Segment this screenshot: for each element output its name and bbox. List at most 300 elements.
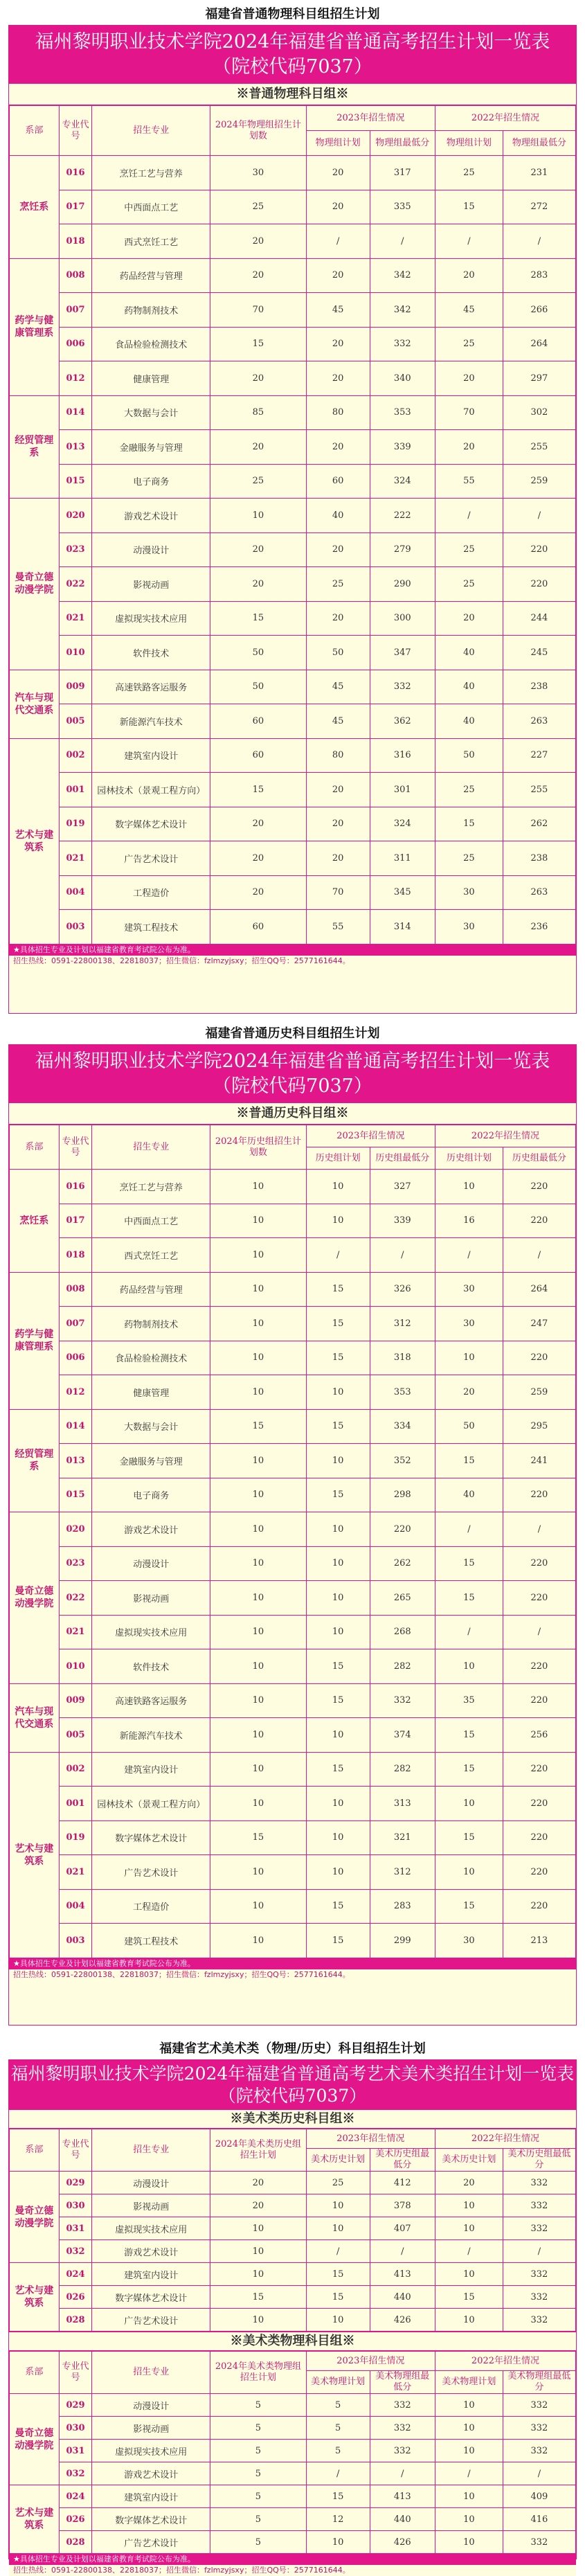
value-cell: 10 — [210, 1924, 307, 1958]
value-cell: 283 — [503, 258, 575, 293]
code-cell: 008 — [59, 1272, 92, 1307]
major-cell: 虚拟现实技术应用 — [92, 1615, 210, 1649]
table-row — [10, 704, 576, 739]
major-cell: 新能源汽车技术 — [92, 1718, 210, 1753]
value-cell: 332 — [503, 2217, 575, 2240]
value-cell: 25 — [435, 327, 503, 361]
value-cell: 426 — [370, 2531, 435, 2554]
table-row — [10, 1444, 576, 1478]
table-row — [10, 1272, 576, 1307]
value-cell: 10 — [306, 1787, 370, 1821]
code-cell: 013 — [59, 1444, 92, 1478]
value-cell: 213 — [503, 1924, 575, 1958]
code-cell: 002 — [59, 738, 92, 773]
table-row — [10, 1238, 576, 1273]
value-cell: 272 — [503, 190, 575, 224]
value-cell: 10 — [435, 2194, 503, 2217]
value-cell: / — [435, 1615, 503, 1649]
value-cell: 339 — [370, 1204, 435, 1238]
table-row — [10, 1718, 576, 1753]
value-cell: 25 — [435, 533, 503, 567]
value-cell: 10 — [435, 1649, 503, 1684]
table-row — [10, 1409, 576, 1444]
table-row — [10, 2508, 576, 2531]
value-cell: 10 — [306, 1855, 370, 1890]
value-cell: 262 — [503, 807, 575, 841]
value-cell: 332 — [370, 1683, 435, 1718]
major-cell: 大数据与会计 — [92, 395, 210, 430]
value-cell: 342 — [370, 293, 435, 328]
value-cell: 332 — [370, 2440, 435, 2462]
value-cell: 20 — [210, 258, 307, 293]
table-header-cell: 历史组最低分 — [503, 1147, 575, 1170]
table-header-cell: 物理组最低分 — [503, 131, 575, 156]
major-cell: 食品检验检测技术 — [92, 327, 210, 361]
value-cell: 30 — [435, 1272, 503, 1307]
value-cell: 10 — [435, 2485, 503, 2508]
value-cell: 220 — [503, 1546, 575, 1581]
table-header-cell: 美术物理计划 — [435, 2371, 503, 2394]
value-cell: 301 — [370, 773, 435, 807]
value-cell: 345 — [370, 875, 435, 910]
history-plan-table — [8, 1044, 577, 2025]
code-cell: 006 — [59, 327, 92, 361]
subgroup-title: ※美术类物理科目组※ — [9, 2332, 576, 2351]
table-row — [10, 2309, 576, 2332]
value-cell: 374 — [370, 1718, 435, 1753]
table-row — [10, 807, 576, 841]
major-cell: 广告艺术设计 — [92, 1855, 210, 1890]
table-row — [10, 2263, 576, 2286]
code-cell: 005 — [59, 1718, 92, 1753]
major-cell: 游戏艺术设计 — [92, 499, 210, 533]
code-cell: 017 — [59, 190, 92, 224]
code-cell: 017 — [59, 1204, 92, 1238]
value-cell: 10 — [210, 1170, 307, 1204]
value-cell: 266 — [503, 293, 575, 328]
value-cell: 302 — [503, 395, 575, 430]
value-cell: 332 — [503, 2440, 575, 2462]
value-cell: 312 — [370, 1307, 435, 1341]
major-cell: 数字媒体艺术设计 — [92, 2508, 210, 2531]
value-cell: 334 — [370, 1409, 435, 1444]
value-cell: / — [370, 1238, 435, 1273]
code-cell: 015 — [59, 464, 92, 499]
value-cell: 10 — [210, 1649, 307, 1684]
value-cell: 409 — [503, 2485, 575, 2508]
major-cell: 新能源汽车技术 — [92, 704, 210, 739]
value-cell: 15 — [435, 807, 503, 841]
value-cell: / — [503, 1615, 575, 1649]
value-cell: 15 — [435, 1444, 503, 1478]
value-cell: 15 — [306, 2263, 370, 2286]
value-cell: 440 — [370, 2286, 435, 2309]
table-row — [10, 2286, 576, 2309]
code-cell: 001 — [59, 773, 92, 807]
table-note: ★具体招生专业及计划以福建省教育考试院公布为准。 — [9, 2554, 576, 2565]
table-row — [10, 636, 576, 670]
table-row — [10, 1787, 576, 1821]
value-cell: 10 — [306, 2531, 370, 2554]
value-cell: 20 — [210, 224, 307, 259]
code-cell: 026 — [59, 2286, 92, 2309]
code-cell: 004 — [59, 875, 92, 910]
table-row — [10, 2462, 576, 2485]
table-row — [10, 1204, 576, 1238]
value-cell: 10 — [210, 2309, 307, 2332]
value-cell: 10 — [210, 1272, 307, 1307]
value-cell: 50 — [210, 670, 307, 704]
value-cell: / — [370, 224, 435, 259]
value-cell: 413 — [370, 2263, 435, 2286]
value-cell: 362 — [370, 704, 435, 739]
code-cell: 007 — [59, 293, 92, 328]
value-cell: 50 — [210, 636, 307, 670]
table-header-cell: 招生专业 — [92, 2352, 210, 2394]
value-cell: 10 — [210, 1512, 307, 1547]
value-cell: 10 — [210, 1341, 307, 1375]
major-cell: 影视动画 — [92, 567, 210, 602]
table-header-cell: 2023年招生情况 — [306, 106, 435, 131]
value-cell: 15 — [435, 1718, 503, 1753]
value-cell: 45 — [306, 293, 370, 328]
code-cell: 014 — [59, 395, 92, 430]
code-cell: 030 — [59, 2194, 92, 2217]
value-cell: 15 — [210, 1821, 307, 1855]
value-cell: 20 — [210, 361, 307, 396]
table-row — [10, 2217, 576, 2240]
value-cell: 353 — [370, 1375, 435, 1410]
value-cell: 15 — [306, 2485, 370, 2508]
table-header-cell: 物理组计划 — [306, 131, 370, 156]
code-cell: 019 — [59, 1821, 92, 1855]
major-cell: 大数据与会计 — [92, 1409, 210, 1444]
value-cell: 332 — [503, 2531, 575, 2554]
value-cell: 15 — [210, 601, 307, 636]
value-cell: 282 — [370, 1649, 435, 1684]
value-cell: 15 — [306, 1272, 370, 1307]
value-cell: 10 — [306, 1375, 370, 1410]
value-cell: 247 — [503, 1307, 575, 1341]
major-cell: 园林技术（景观工程方向） — [92, 1787, 210, 1821]
value-cell: 231 — [503, 156, 575, 190]
code-cell: 014 — [59, 1409, 92, 1444]
major-cell: 建筑室内设计 — [92, 2485, 210, 2508]
table-header-cell: 2024年物理组招生计划数 — [210, 106, 307, 156]
value-cell: 5 — [306, 2417, 370, 2440]
table-header-cell: 2024年美术类历史组招生计划 — [210, 2129, 307, 2172]
table-row — [10, 430, 576, 465]
value-cell: 10 — [306, 2309, 370, 2332]
value-cell: 15 — [435, 190, 503, 224]
major-cell: 影视动画 — [92, 2194, 210, 2217]
section-1-heading: 福建省普通物理科目组招生计划 — [205, 7, 380, 21]
value-cell: 15 — [306, 1478, 370, 1512]
value-cell: 5 — [210, 2417, 307, 2440]
code-cell: 029 — [59, 2172, 92, 2194]
value-cell: 324 — [370, 464, 435, 499]
value-cell: 10 — [306, 1512, 370, 1547]
table-header-cell: 2023年招生情况 — [306, 2352, 435, 2371]
table-header-cell: 美术历史组最低分 — [503, 2149, 575, 2172]
value-cell: 45 — [306, 704, 370, 739]
value-cell: / — [503, 499, 575, 533]
table-row — [10, 293, 576, 328]
table-row — [10, 2394, 576, 2417]
value-cell: 262 — [370, 1546, 435, 1581]
major-cell: 影视动画 — [92, 1581, 210, 1616]
value-cell: 20 — [306, 327, 370, 361]
value-cell: 283 — [370, 1889, 435, 1924]
major-cell: 游戏艺术设计 — [92, 1512, 210, 1547]
value-cell: 10 — [210, 1787, 307, 1821]
code-cell: 029 — [59, 2394, 92, 2417]
value-cell: 10 — [435, 2531, 503, 2554]
value-cell: 318 — [370, 1341, 435, 1375]
table-header-cell: 招生专业 — [92, 2129, 210, 2172]
value-cell: 10 — [435, 1341, 503, 1375]
value-cell: 10 — [210, 499, 307, 533]
table-row — [10, 327, 576, 361]
value-cell: 15 — [210, 327, 307, 361]
major-cell: 园林技术（景观工程方向） — [92, 773, 210, 807]
value-cell: 20 — [435, 2172, 503, 2194]
plan-table — [9, 2129, 576, 2332]
code-cell: 032 — [59, 2462, 92, 2485]
plan-table — [9, 105, 576, 945]
value-cell: 5 — [306, 2394, 370, 2417]
table-header-cell: 物理组计划 — [435, 131, 503, 156]
code-cell: 009 — [59, 1683, 92, 1718]
major-cell: 烹饪工艺与营养 — [92, 1170, 210, 1204]
table-header-cell: 美术历史计划 — [306, 2149, 370, 2172]
value-cell: 268 — [370, 1615, 435, 1649]
value-cell: 265 — [370, 1581, 435, 1616]
value-cell: 352 — [370, 1444, 435, 1478]
value-cell: 40 — [435, 670, 503, 704]
value-cell: 10 — [306, 1615, 370, 1649]
major-cell: 高速铁路客运服务 — [92, 1683, 210, 1718]
value-cell: 70 — [210, 293, 307, 328]
code-cell: 030 — [59, 2417, 92, 2440]
value-cell: 220 — [503, 1683, 575, 1718]
value-cell: 30 — [435, 1307, 503, 1341]
value-cell: 10 — [435, 2417, 503, 2440]
value-cell: 20 — [306, 601, 370, 636]
value-cell: 15 — [435, 2286, 503, 2309]
value-cell: 353 — [370, 395, 435, 430]
value-cell: 25 — [306, 2172, 370, 2194]
section-3-heading: 福建省艺术美术类（物理/历史）科目组招生计划 — [159, 2041, 426, 2056]
table-row — [10, 361, 576, 396]
table-row — [10, 1375, 576, 1410]
value-cell: 220 — [503, 1752, 575, 1787]
value-cell: 416 — [503, 2508, 575, 2531]
major-cell: 虚拟现实技术应用 — [92, 2217, 210, 2240]
value-cell: 5 — [210, 2485, 307, 2508]
hotline-note: 招生热线：0591-22800138、22818037；招生微信：fzlmzyjsxy；招生QQ号：2577161644。 — [9, 1969, 576, 1980]
value-cell: 295 — [503, 1409, 575, 1444]
value-cell: 340 — [370, 361, 435, 396]
value-cell: 312 — [370, 1855, 435, 1890]
value-cell: 220 — [503, 1170, 575, 1204]
code-cell: 008 — [59, 258, 92, 293]
dept-cell: 曼奇立德动漫学院 — [10, 499, 60, 670]
value-cell: 236 — [503, 910, 575, 945]
value-cell: 378 — [370, 2194, 435, 2217]
table-row — [10, 1581, 576, 1616]
value-cell: 220 — [370, 1512, 435, 1547]
major-cell: 健康管理 — [92, 1375, 210, 1410]
value-cell: / — [435, 1512, 503, 1547]
value-cell: / — [503, 2240, 575, 2263]
value-cell: 25 — [435, 773, 503, 807]
major-cell: 建筑工程技术 — [92, 910, 210, 945]
value-cell: 20 — [306, 190, 370, 224]
value-cell: 15 — [306, 1683, 370, 1718]
table-row — [10, 2485, 576, 2508]
value-cell: 80 — [306, 395, 370, 430]
value-cell: 326 — [370, 1272, 435, 1307]
code-cell: 013 — [59, 430, 92, 465]
value-cell: 30 — [435, 910, 503, 945]
value-cell: 10 — [210, 1718, 307, 1753]
value-cell: 50 — [435, 1409, 503, 1444]
value-cell: 317 — [370, 156, 435, 190]
value-cell: 20 — [306, 156, 370, 190]
value-cell: / — [503, 2462, 575, 2485]
value-cell: 282 — [370, 1752, 435, 1787]
value-cell: / — [306, 224, 370, 259]
major-cell: 药品经营与管理 — [92, 258, 210, 293]
value-cell: 263 — [503, 704, 575, 739]
value-cell: 20 — [306, 841, 370, 876]
value-cell: 10 — [210, 1204, 307, 1238]
code-cell: 019 — [59, 807, 92, 841]
value-cell: 20 — [435, 258, 503, 293]
dept-cell: 烹饪系 — [10, 156, 60, 259]
value-cell: 220 — [503, 1478, 575, 1512]
table-row — [10, 2531, 576, 2554]
value-cell: 15 — [435, 1546, 503, 1581]
value-cell: 55 — [435, 464, 503, 499]
value-cell: 10 — [435, 2440, 503, 2462]
value-cell: 15 — [306, 1752, 370, 1787]
code-cell: 005 — [59, 704, 92, 739]
major-cell: 数字媒体艺术设计 — [92, 2286, 210, 2309]
major-cell: 西式烹饪工艺 — [92, 224, 210, 259]
code-cell: 002 — [59, 1752, 92, 1787]
table-row — [10, 1683, 576, 1718]
table-row — [10, 670, 576, 704]
value-cell: 297 — [503, 361, 575, 396]
code-cell: 022 — [59, 567, 92, 602]
value-cell: 20 — [435, 1375, 503, 1410]
value-cell: 10 — [435, 2217, 503, 2240]
value-cell: 10 — [210, 1444, 307, 1478]
major-cell: 建筑工程技术 — [92, 1924, 210, 1958]
value-cell: 25 — [306, 567, 370, 602]
major-cell: 游戏艺术设计 — [92, 2240, 210, 2263]
value-cell: 244 — [503, 601, 575, 636]
section-2-heading: 福建省普通历史科目组招生计划 — [205, 1026, 380, 1041]
value-cell: 60 — [210, 738, 307, 773]
value-cell: 20 — [210, 2172, 307, 2194]
value-cell: 259 — [503, 1375, 575, 1410]
subgroup-title: ※普通历史科目组※ — [9, 1103, 576, 1125]
value-cell: 10 — [210, 2217, 307, 2240]
major-cell: 药品经营与管理 — [92, 1272, 210, 1307]
table-row — [10, 224, 576, 259]
value-cell: 25 — [435, 841, 503, 876]
value-cell: 10 — [210, 1889, 307, 1924]
value-cell: 10 — [210, 1546, 307, 1581]
value-cell: 5 — [210, 2440, 307, 2462]
major-cell: 软件技术 — [92, 1649, 210, 1684]
value-cell: 255 — [503, 430, 575, 465]
dept-cell: 烹饪系 — [10, 1170, 60, 1273]
table-header-cell: 招生专业 — [92, 106, 210, 156]
value-cell: 5 — [210, 2394, 307, 2417]
value-cell: 332 — [503, 2286, 575, 2309]
value-cell: / — [435, 499, 503, 533]
value-cell: 25 — [435, 156, 503, 190]
value-cell: 440 — [370, 2508, 435, 2531]
value-cell: 20 — [306, 533, 370, 567]
code-cell: 010 — [59, 1649, 92, 1684]
table-header-cell: 2024年历史组招生计划数 — [210, 1125, 307, 1170]
value-cell: 5 — [210, 2508, 307, 2531]
value-cell: 220 — [503, 1889, 575, 1924]
value-cell: 15 — [210, 1409, 307, 1444]
table-header-cell: 2023年招生情况 — [306, 1125, 435, 1147]
value-cell: 10 — [306, 1444, 370, 1478]
value-cell: 25 — [435, 567, 503, 602]
table-header-cell: 历史组计划 — [435, 1147, 503, 1170]
table-row — [10, 1889, 576, 1924]
table-header-cell: 2023年招生情况 — [306, 2129, 435, 2149]
table-row — [10, 910, 576, 945]
major-cell: 中西面点工艺 — [92, 190, 210, 224]
value-cell: 10 — [210, 1752, 307, 1787]
code-cell: 023 — [59, 533, 92, 567]
value-cell: 20 — [435, 601, 503, 636]
table-row — [10, 1924, 576, 1958]
value-cell: 332 — [503, 2172, 575, 2194]
value-cell: 10 — [306, 1821, 370, 1855]
value-cell: 40 — [435, 704, 503, 739]
table-row — [10, 2440, 576, 2462]
major-cell: 广告艺术设计 — [92, 2531, 210, 2554]
value-cell: 332 — [503, 2309, 575, 2332]
code-cell: 024 — [59, 2485, 92, 2508]
table-row — [10, 1821, 576, 1855]
major-cell: 电子商务 — [92, 1478, 210, 1512]
table-header-cell: 物理组最低分 — [370, 131, 435, 156]
value-cell: 16 — [435, 1204, 503, 1238]
dept-cell: 汽车与现代交通系 — [10, 670, 60, 738]
value-cell: 10 — [210, 2240, 307, 2263]
value-cell: 10 — [435, 2394, 503, 2417]
value-cell: 45 — [306, 670, 370, 704]
code-cell: 012 — [59, 361, 92, 396]
value-cell: 15 — [210, 773, 307, 807]
value-cell: 10 — [435, 1855, 503, 1890]
table-row — [10, 395, 576, 430]
value-cell: 259 — [503, 464, 575, 499]
value-cell: 20 — [210, 807, 307, 841]
table-row — [10, 1478, 576, 1512]
